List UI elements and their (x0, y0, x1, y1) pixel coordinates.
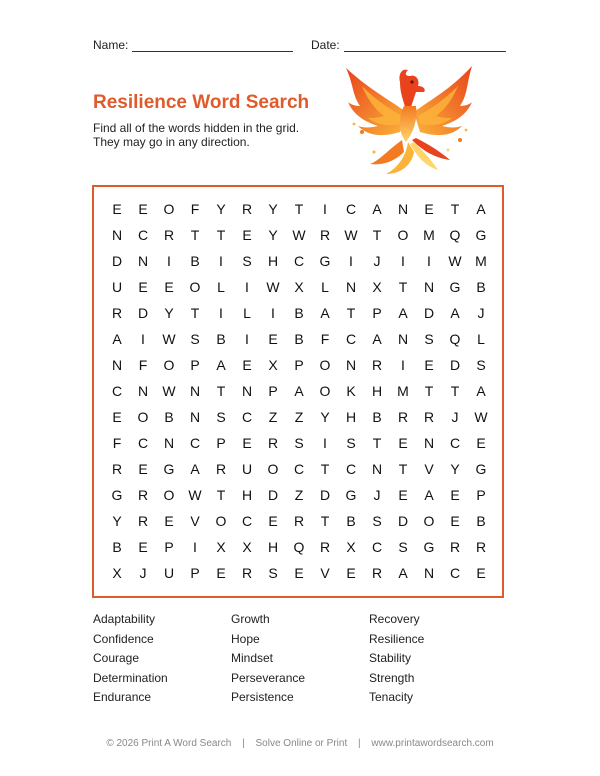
grid-letter[interactable]: G (449, 279, 461, 295)
grid-letter[interactable]: S (294, 435, 304, 451)
grid-letter[interactable]: G (345, 487, 357, 503)
grid-letter[interactable]: P (164, 539, 174, 555)
grid-letter[interactable]: C (293, 461, 305, 477)
grid-letter[interactable]: I (245, 279, 249, 295)
grid-letter[interactable]: D (449, 357, 461, 373)
grid-letter[interactable]: E (112, 409, 122, 425)
grid-row (104, 508, 494, 534)
grid-letter[interactable]: E (346, 565, 356, 581)
grid-letter[interactable]: N (371, 461, 383, 477)
word-item: Hope (231, 631, 260, 646)
word-item: Courage (93, 651, 140, 665)
word-list-column-1 (93, 612, 231, 710)
grid-letter[interactable]: M (475, 253, 487, 269)
grid-letter[interactable]: O (267, 461, 279, 477)
grid-letter[interactable]: A (190, 461, 200, 477)
grid-letter[interactable]: B (346, 513, 356, 529)
grid-letter[interactable]: N (137, 253, 149, 269)
grid-letter[interactable]: T (320, 461, 330, 477)
word-item: Persistence (231, 690, 294, 704)
grid-letter[interactable]: R (423, 409, 435, 425)
grid-letter[interactable]: N (423, 279, 435, 295)
name-field-row (93, 38, 293, 52)
grid-letter[interactable]: O (423, 513, 435, 529)
grid-letter[interactable]: E (268, 513, 278, 529)
grid-letter[interactable]: O (163, 357, 175, 373)
footer-tagline: Solve Online or Print (255, 738, 348, 749)
grid-letter[interactable]: Q (449, 227, 461, 243)
grid-letter[interactable]: D (137, 305, 149, 321)
footer-url-link[interactable]: www.printawordsearch.com (371, 738, 494, 749)
grid-letter[interactable]: B (294, 305, 304, 321)
footer-copyright: © 2026 Print A Word Search (106, 738, 232, 749)
grid-letter[interactable]: G (475, 461, 487, 477)
word-list-column-3 (369, 612, 424, 710)
grid-letter[interactable]: C (293, 253, 305, 269)
word-search-grid-frame (92, 185, 504, 598)
grid-letter[interactable]: A (372, 201, 382, 217)
grid-letter[interactable]: J (139, 565, 147, 581)
grid-letter[interactable]: N (423, 435, 435, 451)
grid-letter[interactable]: S (424, 331, 434, 347)
grid-letter[interactable]: C (241, 513, 253, 529)
grid-letter[interactable]: B (372, 409, 382, 425)
grid-letter[interactable]: S (268, 565, 278, 581)
grid-letter[interactable]: I (141, 331, 145, 347)
grid-letter[interactable]: R (371, 357, 383, 373)
grid-letter[interactable]: N (397, 201, 409, 217)
date-label: Date: (311, 38, 340, 52)
grid-letter[interactable]: I (323, 201, 327, 217)
grid-letter[interactable]: A (476, 201, 486, 217)
grid-letter[interactable]: S (242, 253, 252, 269)
grid-letter[interactable]: N (423, 565, 435, 581)
grid-letter[interactable]: N (241, 383, 253, 399)
grid-letter[interactable]: I (245, 331, 249, 347)
grid-letter[interactable]: S (398, 539, 408, 555)
grid-letter[interactable]: F (190, 201, 200, 217)
grid-letter[interactable]: U (163, 565, 175, 581)
grid-letter[interactable]: R (137, 513, 149, 529)
instruction-line-2: They may go in any direction. (93, 135, 250, 149)
grid-letter[interactable]: E (450, 513, 460, 529)
grid-letter[interactable]: R (241, 565, 253, 581)
grid-letter[interactable]: L (243, 305, 251, 321)
grid-letter[interactable]: J (373, 487, 381, 503)
grid-letter[interactable]: G (423, 539, 435, 555)
grid-row (104, 300, 494, 326)
grid-letter[interactable]: T (216, 383, 226, 399)
word-item: Perseverance (231, 670, 306, 685)
grid-letter[interactable]: C (345, 201, 357, 217)
grid-letter[interactable]: E (216, 565, 226, 581)
grid-letter[interactable]: G (163, 461, 175, 477)
grid-letter[interactable]: V (424, 461, 434, 477)
grid-letter[interactable]: W (162, 331, 176, 347)
grid-letter[interactable]: W (474, 409, 488, 425)
grid-letter[interactable]: C (111, 383, 123, 399)
grid-letter[interactable]: U (241, 461, 253, 477)
name-label: Name: (93, 38, 129, 52)
grid-letter[interactable]: E (242, 357, 252, 373)
word-item: Growth (231, 612, 270, 626)
grid-letter[interactable]: J (373, 253, 381, 269)
grid-row (104, 534, 494, 560)
word-item: Determination (93, 670, 168, 685)
grid-letter[interactable]: C (449, 435, 461, 451)
grid-letter[interactable]: R (371, 565, 383, 581)
grid-letter[interactable]: T (398, 461, 408, 477)
grid-letter[interactable]: N (163, 435, 175, 451)
grid-letter[interactable]: N (137, 383, 149, 399)
grid-row (104, 222, 494, 248)
grid-letter[interactable]: T (346, 305, 356, 321)
grid-letter[interactable]: E (268, 331, 278, 347)
grid-row (104, 378, 494, 404)
grid-letter[interactable]: E (424, 357, 434, 373)
grid-letter[interactable]: C (137, 227, 149, 243)
grid-letter[interactable]: A (216, 357, 226, 373)
grid-letter[interactable]: X (242, 539, 252, 555)
grid-letter[interactable]: W (292, 227, 306, 243)
grid-letter[interactable]: R (319, 227, 331, 243)
grid-letter[interactable]: G (475, 227, 487, 243)
grid-letter[interactable]: S (372, 513, 382, 529)
grid-letter[interactable]: Y (112, 513, 122, 529)
grid-letter[interactable]: E (398, 487, 408, 503)
grid-letter[interactable]: F (320, 331, 330, 347)
grid-letter[interactable]: B (164, 409, 174, 425)
grid-letter[interactable]: M (423, 227, 435, 243)
grid-letter[interactable]: O (163, 487, 175, 503)
grid-letter[interactable]: D (423, 305, 435, 321)
grid-letter[interactable]: W (344, 227, 358, 243)
grid-letter[interactable]: I (271, 305, 275, 321)
grid-letter[interactable]: N (345, 279, 357, 295)
grid-letter[interactable]: Z (294, 487, 304, 503)
grid-letter[interactable]: E (476, 565, 486, 581)
grid-letter[interactable]: B (216, 331, 226, 347)
grid-letter[interactable]: O (215, 513, 227, 529)
grid-letter[interactable]: E (164, 279, 174, 295)
grid-letter[interactable]: A (372, 331, 382, 347)
grid-letter[interactable]: D (319, 487, 331, 503)
grid-letter[interactable]: X (294, 279, 304, 295)
grid-letter[interactable]: M (397, 383, 409, 399)
grid-letter[interactable]: A (476, 383, 486, 399)
grid-letter[interactable]: Q (293, 539, 305, 555)
grid-letter[interactable]: R (163, 227, 175, 243)
date-field-row (311, 38, 506, 52)
grid-letter[interactable]: A (320, 305, 330, 321)
grid-letter[interactable]: R (475, 539, 487, 555)
name-blank-line[interactable] (132, 39, 293, 52)
grid-row (104, 430, 494, 456)
grid-letter[interactable]: N (397, 331, 409, 347)
grid-letter[interactable]: T (216, 227, 226, 243)
grid-letter[interactable]: V (320, 565, 330, 581)
grid-letter[interactable]: A (398, 305, 408, 321)
grid-letter[interactable]: C (189, 435, 201, 451)
grid-letter[interactable]: L (217, 279, 225, 295)
word-item: Strength (369, 670, 415, 685)
grid-letter[interactable]: E (476, 435, 486, 451)
grid-letter[interactable]: E (424, 201, 434, 217)
grid-letter[interactable]: A (294, 383, 304, 399)
footer (0, 738, 600, 749)
grid-letter[interactable]: I (427, 253, 431, 269)
grid-letter[interactable]: G (111, 487, 123, 503)
grid-letter[interactable]: R (137, 487, 149, 503)
grid-letter[interactable]: O (319, 383, 331, 399)
grid-row (104, 560, 494, 586)
grid-letter[interactable]: T (190, 227, 200, 243)
grid-letter[interactable]: B (190, 253, 200, 269)
grid-letter[interactable]: T (294, 201, 304, 217)
grid-letter[interactable]: C (137, 435, 149, 451)
grid-letter[interactable]: X (112, 565, 122, 581)
grid-letter[interactable]: W (448, 253, 462, 269)
grid-letter[interactable]: S (216, 409, 226, 425)
grid-letter[interactable]: C (371, 539, 383, 555)
instruction-line-1: Find all of the words hidden in the grid. (93, 121, 300, 135)
grid-letter[interactable]: R (111, 305, 123, 321)
grid-letter[interactable]: R (319, 539, 331, 555)
grid-row (104, 326, 494, 352)
grid-letter[interactable]: T (320, 513, 330, 529)
grid-row (104, 274, 494, 300)
word-item: Tenacity (369, 690, 414, 704)
grid-letter[interactable]: C (345, 461, 357, 477)
page-title: Resilience Word Search (93, 92, 310, 113)
grid-letter[interactable]: Y (216, 201, 226, 217)
grid-letter[interactable]: B (476, 513, 486, 529)
grid-letter[interactable]: L (321, 279, 329, 295)
grid-letter[interactable]: E (294, 565, 304, 581)
grid-letter[interactable]: N (111, 357, 123, 373)
grid-letter[interactable]: P (190, 565, 200, 581)
grid-letter[interactable]: C (449, 565, 461, 581)
grid-letter[interactable]: N (111, 227, 123, 243)
grid-letter[interactable]: C (241, 409, 253, 425)
grid-letter[interactable]: R (293, 513, 305, 529)
grid-letter[interactable]: O (319, 357, 331, 373)
grid-letter[interactable]: O (137, 409, 149, 425)
grid-letter[interactable]: Y (268, 227, 278, 243)
grid-letter[interactable]: V (190, 513, 200, 529)
grid-letter[interactable]: J (477, 305, 485, 321)
grid-letter[interactable]: N (189, 383, 201, 399)
grid-letter[interactable]: E (164, 513, 174, 529)
letter-grid (104, 196, 494, 586)
grid-letter[interactable]: P (216, 435, 226, 451)
grid-letter[interactable]: Q (449, 331, 461, 347)
grid-letter[interactable]: I (167, 253, 171, 269)
grid-letter[interactable]: N (189, 409, 201, 425)
grid-letter[interactable]: X (216, 539, 226, 555)
grid-letter[interactable]: G (319, 253, 331, 269)
grid-row (104, 456, 494, 482)
grid-letter[interactable]: Y (164, 305, 174, 321)
grid-letter[interactable]: S (190, 331, 200, 347)
word-item: Confidence (93, 631, 154, 646)
grid-letter[interactable]: U (111, 279, 123, 295)
grid-letter[interactable]: E (398, 435, 408, 451)
grid-row (104, 196, 494, 222)
grid-letter[interactable]: S (346, 435, 356, 451)
grid-letter[interactable]: T (398, 279, 408, 295)
grid-letter[interactable]: D (397, 513, 409, 529)
grid-letter[interactable]: Y (450, 461, 460, 477)
grid-letter[interactable]: E (138, 461, 148, 477)
grid-letter[interactable]: A (112, 331, 122, 347)
grid-row (104, 482, 494, 508)
grid-letter[interactable]: H (267, 539, 279, 555)
grid-letter[interactable]: X (372, 279, 382, 295)
grid-letter[interactable]: I (349, 253, 353, 269)
phoenix-icon (340, 60, 480, 178)
grid-letter[interactable]: I (401, 253, 405, 269)
grid-letter[interactable]: T (372, 227, 382, 243)
grid-letter[interactable]: E (138, 201, 148, 217)
footer-separator: | (358, 738, 361, 749)
grid-letter[interactable]: O (189, 279, 201, 295)
grid-letter[interactable]: X (346, 539, 356, 555)
grid-row (104, 352, 494, 378)
grid-letter[interactable]: I (323, 435, 327, 451)
grid-letter[interactable]: P (268, 383, 278, 399)
grid-letter[interactable]: L (477, 331, 485, 347)
grid-letter[interactable]: A (398, 565, 408, 581)
grid-letter[interactable]: R (449, 539, 461, 555)
grid-row (104, 404, 494, 430)
grid-letter[interactable]: W (188, 487, 202, 503)
grid-letter[interactable]: B (112, 539, 122, 555)
grid-letter[interactable]: N (345, 357, 357, 373)
grid-letter[interactable]: Z (268, 409, 278, 425)
grid-letter[interactable]: T (450, 201, 460, 217)
grid-letter[interactable]: X (268, 357, 278, 373)
grid-letter[interactable]: E (242, 227, 252, 243)
word-item: Adaptability (93, 612, 156, 626)
grid-letter[interactable]: E (242, 435, 252, 451)
grid-letter[interactable]: Y (268, 201, 278, 217)
grid-letter[interactable]: I (219, 305, 223, 321)
grid-letter[interactable]: W (266, 279, 280, 295)
word-item: Stability (369, 651, 412, 665)
word-list (93, 612, 513, 710)
grid-letter[interactable]: Z (294, 409, 304, 425)
grid-letter[interactable]: I (193, 539, 197, 555)
grid-letter[interactable]: F (138, 357, 148, 373)
grid-letter[interactable]: A (424, 487, 434, 503)
grid-letter[interactable]: E (138, 539, 148, 555)
grid-letter[interactable]: H (267, 253, 279, 269)
grid-letter[interactable]: R (215, 461, 227, 477)
grid-letter[interactable]: P (294, 357, 304, 373)
grid-letter[interactable]: K (346, 383, 356, 399)
grid-letter[interactable]: O (397, 227, 409, 243)
grid-letter[interactable]: I (401, 357, 405, 373)
footer-separator: | (242, 738, 245, 749)
grid-letter[interactable]: O (163, 201, 175, 217)
grid-letter[interactable]: P (476, 487, 486, 503)
grid-letter[interactable]: T (372, 435, 382, 451)
grid-letter[interactable]: T (450, 383, 460, 399)
grid-letter[interactable]: D (111, 253, 123, 269)
grid-letter[interactable]: R (111, 461, 123, 477)
grid-letter[interactable]: R (241, 201, 253, 217)
grid-letter[interactable]: F (112, 435, 122, 451)
word-item: Mindset (231, 651, 274, 665)
grid-letter[interactable]: H (345, 409, 357, 425)
grid-letter[interactable]: C (345, 331, 357, 347)
grid-letter[interactable]: E (112, 201, 122, 217)
grid-letter[interactable]: H (371, 383, 383, 399)
grid-letter[interactable]: J (451, 409, 459, 425)
grid-letter[interactable]: D (267, 487, 279, 503)
grid-row (104, 248, 494, 274)
grid-letter[interactable]: E (138, 279, 148, 295)
word-list-column-2 (231, 612, 369, 710)
grid-letter[interactable]: P (190, 357, 200, 373)
grid-letter[interactable]: T (216, 487, 226, 503)
grid-letter[interactable]: B (294, 331, 304, 347)
grid-letter[interactable]: P (372, 305, 382, 321)
grid-letter[interactable]: B (476, 279, 486, 295)
word-item: Recovery (369, 612, 420, 626)
grid-letter[interactable]: T (190, 305, 200, 321)
grid-letter[interactable]: R (267, 435, 279, 451)
grid-letter[interactable]: I (219, 253, 223, 269)
date-blank-line[interactable] (344, 39, 506, 52)
grid-letter[interactable]: Y (320, 409, 330, 425)
grid-letter[interactable]: T (424, 383, 434, 399)
grid-letter[interactable]: H (241, 487, 253, 503)
word-item: Endurance (93, 690, 152, 704)
grid-letter[interactable]: W (162, 383, 176, 399)
grid-letter[interactable]: S (476, 357, 486, 373)
grid-letter[interactable]: R (397, 409, 409, 425)
grid-letter[interactable]: E (450, 487, 460, 503)
word-item: Resilience (369, 631, 425, 646)
grid-letter[interactable]: A (450, 305, 460, 321)
